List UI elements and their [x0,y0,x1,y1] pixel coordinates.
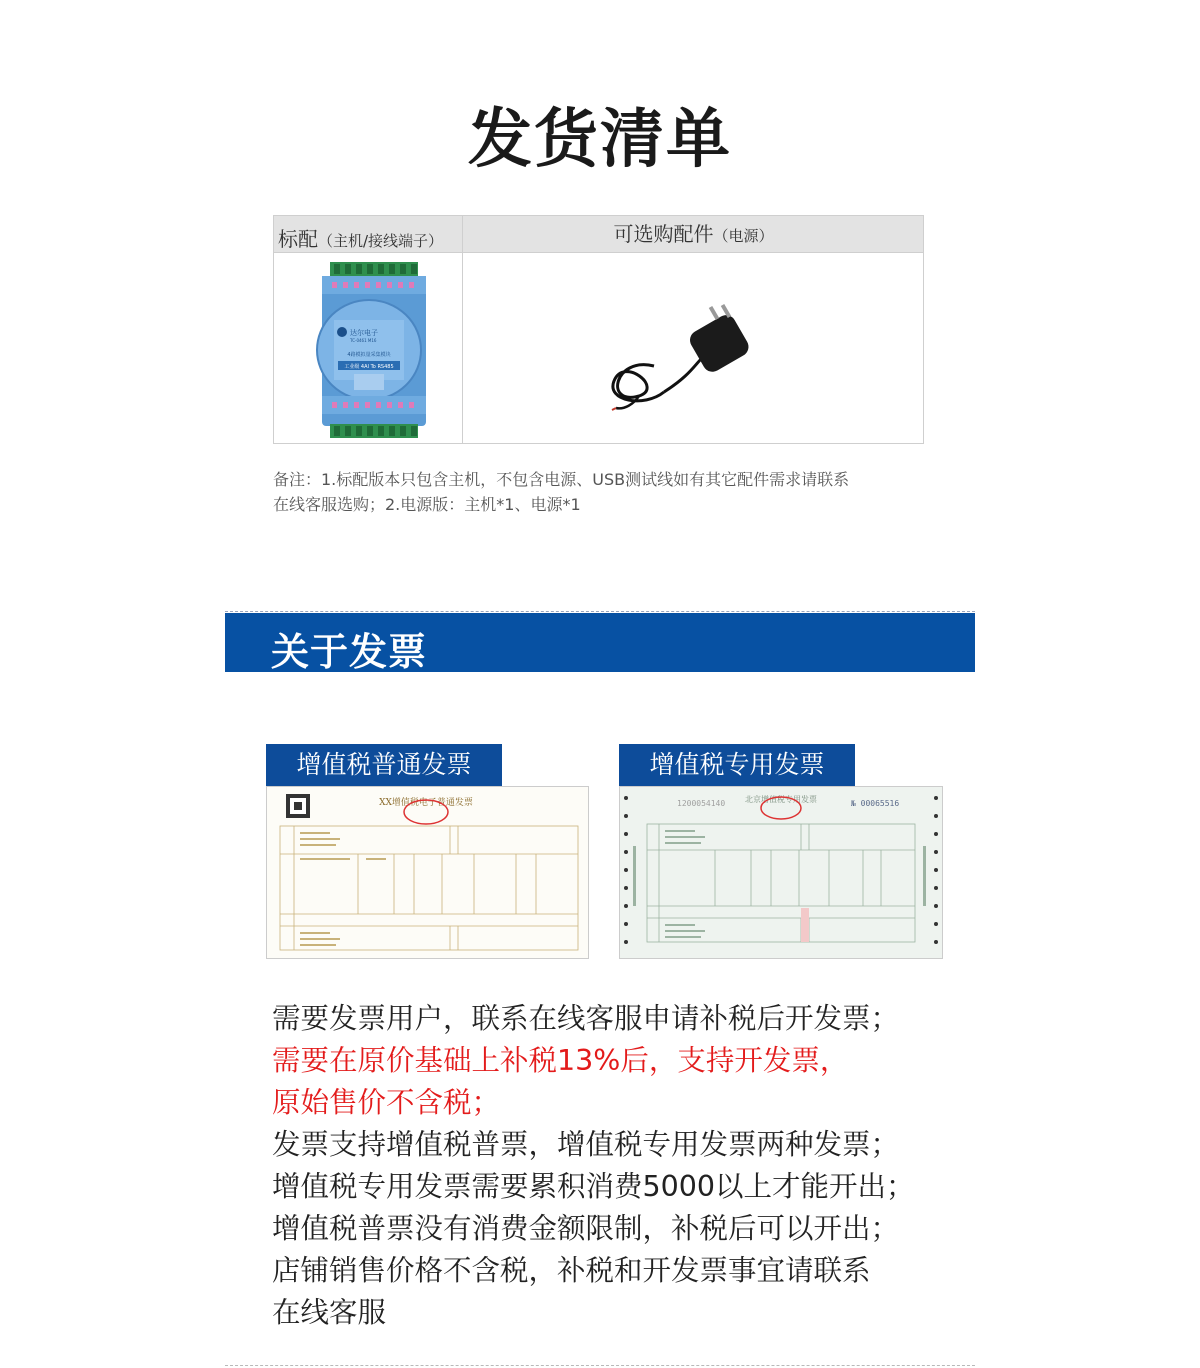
invoice-info-line: 发票支持增值税普票，增值税专用发票两种发票； [272,1128,900,1161]
banner-top-dashed-line [225,611,975,612]
invoice-section-title: 关于发票 [271,630,428,674]
invoice-info-line: 增值税普票没有消费金额限制，补税后可以开出； [272,1212,900,1245]
invoice-info-line: 原始售价不含税； [272,1086,501,1119]
device-brand: 达尔电子 [350,329,378,337]
device-module-image [294,262,444,438]
table-header-row [274,216,923,253]
special-invoice-image [619,786,943,959]
invoice-info-text [272,998,952,1334]
device-spec: 工业级 4AI To RS485 [344,364,394,370]
column-divider [462,216,463,443]
header-standard: 标配（主机/接线端子） [278,227,444,251]
special-invoice-tag: 增值税专用发票 [619,744,855,786]
note-line: 在线客服选购；2.电源版：主机*1、电源*1 [273,495,581,514]
bottom-dashed-line [225,1365,975,1366]
invoice-section-banner [225,613,975,672]
page-title: 发货清单 [468,103,732,177]
invoice-info-line: 需要在原价基础上补税13%后，支持开发票， [272,1044,849,1077]
invoice-info-line: 需要发票用户，联系在线客服申请补税后开发票； [272,1002,900,1035]
device-model: TC-0461 M16 [350,338,377,343]
note-line: 备注：1.标配版本只包含主机，不包含电源、USB测试线如有其它配件需求请联系 [273,470,850,489]
power-adapter-image [594,296,754,416]
special-invoice-title: 北京增值税专用发票 [745,795,817,804]
invoice-info-line: 在线客服 [272,1296,387,1329]
shipping-list-table [273,215,924,444]
special-invoice-number: № 00065516 [851,799,900,808]
shipping-note [273,467,923,517]
invoice-info-line: 店铺销售价格不含税，补税和开发票事宜请联系 [272,1254,871,1287]
invoice-info-line: 增值税专用发票需要累积消费5000以上才能开出； [272,1170,915,1203]
special-invoice-code: 1200054140 [677,799,726,808]
normal-invoice-image [266,786,589,959]
device-product-name: 4路模拟量采集模块 [347,352,391,358]
header-optional: 可选购配件（电源） [613,222,774,246]
normal-invoice-title: XX增值税电子普通发票 [379,798,473,808]
normal-invoice-tag: 增值税普通发票 [266,744,502,786]
